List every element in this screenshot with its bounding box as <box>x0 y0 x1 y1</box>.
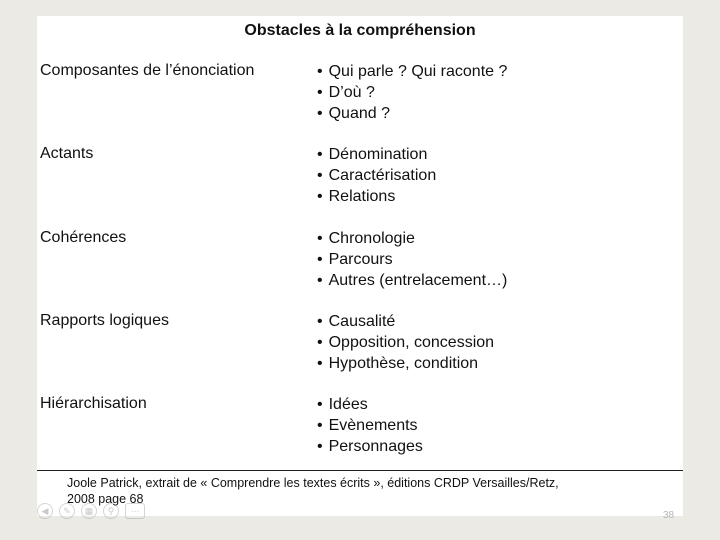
list-item: • Dénomination <box>317 145 436 166</box>
list-item: • Autres (entrelacement…) <box>317 271 507 292</box>
bullet-list <box>317 62 507 124</box>
slide <box>37 16 683 516</box>
list-item: • Evènements <box>317 416 423 437</box>
list-item: • Idées <box>317 395 423 416</box>
bullet-list <box>317 145 436 207</box>
list-item: • Quand ? <box>317 104 507 125</box>
slide-title: Obstacles à la compréhension <box>244 22 476 39</box>
list-item: • Relations <box>317 187 436 208</box>
slide-number: 38 <box>663 510 675 521</box>
list-item: • Chronologie <box>317 229 507 250</box>
list-item: • Opposition, concession <box>317 333 494 354</box>
source-line-2: 2008 page 68 <box>67 492 144 506</box>
bullet-list <box>317 395 423 457</box>
list-item: • Hypothèse, condition <box>317 354 494 375</box>
more-icon[interactable]: ⋯ <box>125 503 145 519</box>
pen-icon[interactable]: ✎ <box>59 503 75 519</box>
row-label: Composantes de l’énonciation <box>40 62 255 79</box>
list-item: • Caractérisation <box>317 166 436 187</box>
list-item: • D’où ? <box>317 83 507 104</box>
row-label: Rapports logiques <box>40 312 169 329</box>
row-label: Actants <box>40 145 94 162</box>
list-item: • Qui parle ? Qui raconte ? <box>317 62 507 83</box>
list-item: • Personnages <box>317 437 423 458</box>
row-label: Cohérences <box>40 229 127 246</box>
source-citation <box>67 475 657 507</box>
bullet-list <box>317 229 507 291</box>
previous-icon[interactable]: ◀ <box>37 503 53 519</box>
zoom-icon[interactable]: ⚲ <box>103 503 119 519</box>
list-item: • Causalité <box>317 312 494 333</box>
list-item: • Parcours <box>317 250 507 271</box>
row-label: Hiérarchisation <box>40 395 147 412</box>
source-line-1: Joole Patrick, extrait de « Comprendre les textes écrits », éditions CRDP Versailles/Retz, <box>67 476 559 490</box>
slideshow-toolbar <box>37 502 145 520</box>
bullet-list <box>317 312 494 374</box>
divider <box>37 470 683 471</box>
slides-icon[interactable]: ▦ <box>81 503 97 519</box>
